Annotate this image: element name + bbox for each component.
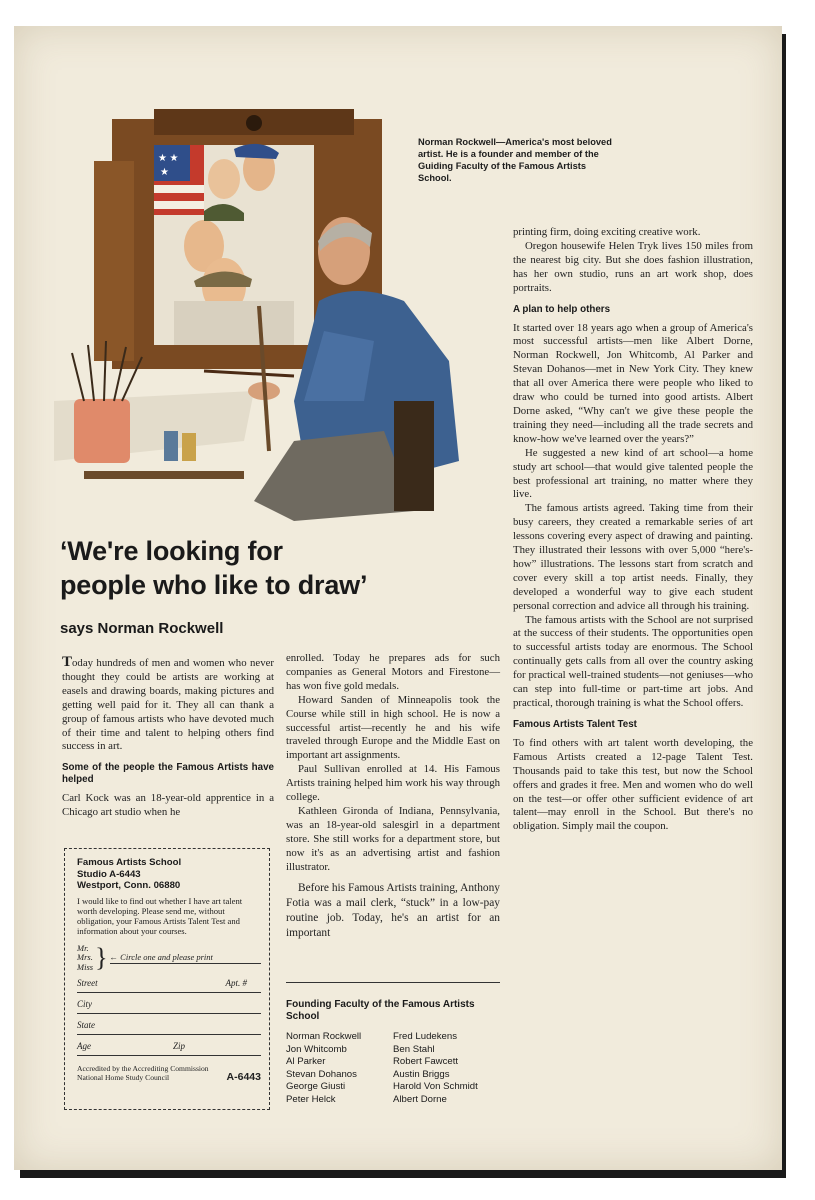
accreditation-text: Accredited by the Accrediting Commission National Home Study Council <box>77 1064 209 1082</box>
faculty-name: Norman Rockwell <box>286 1031 362 1042</box>
headline-line-1: ‘We're looking for <box>60 536 283 566</box>
paragraph-plan-origin: It started over 18 years ago when a group of America's most successful artists—men like Albert Dorne, Norman Rockwell, Jon Whitcomb, Al Parker and Stevan Dohanos—met in New York City. They knew that all over America there were people who liked to draw who could be turned into good artists. Albert Dorne asked, “Why can't we give these people the training they need—including all the trade secrets and know-how we've learned over the years?” <box>513 321 753 445</box>
faculty-name: Albert Dorne <box>393 1093 447 1105</box>
coupon-address <box>77 857 261 892</box>
coupon-studio: Studio A-6443 <box>77 868 141 880</box>
paragraph-howard-sanden: Howard Sanden of Minneapolis took the Course while still in high school. He is now a successful artist—recently he and his wife traveled through Europe and the Middle East on important art assignments. <box>286 693 500 762</box>
coupon-request-text: I would like to find out whether I have art talent worth developing. Please send me, without obligation, your Famous Artists Talent Test and information about your courses. <box>77 895 243 936</box>
paragraph-lessons: The famous artists agreed. Taking time from their busy careers, they created a remarkable series of art lessons covering every aspect of drawing and painting. They illustrated their lessons with over 5,000 “here's-how” illustrations. The lessons start from scratch and cover every skill a top artist needs. Finally, they developed a wonderful way to give each student personal correction and advice all through his training. <box>513 502 753 612</box>
apt-label: Apt. # <box>225 978 247 988</box>
faculty-heading: Founding Faculty of the Famous Artists School <box>286 999 475 1022</box>
faculty-name: Robert Fawcett <box>393 1056 459 1068</box>
illustration-caption: Norman Rockwell—America's most beloved artist. He is a founder and member of the Guiding Faculty of the Famous Artists School. <box>418 137 612 183</box>
section-heading-talent-test: Famous Artists Talent Test <box>513 718 637 730</box>
headline-line-2: people who like to draw’ <box>60 570 368 600</box>
faculty-name: Jon Whitcomb <box>286 1043 347 1055</box>
age-label: Age <box>77 1041 91 1051</box>
coupon-street-field[interactable] <box>77 978 261 993</box>
paragraph-helen-tryk: Oregon housewife Helen Tryk lives 150 miles from the nearest big city. But she does fashion illustration, has her own studio, runs an art work shop, does portraits. <box>513 239 753 294</box>
comic-back-cover-page <box>14 26 782 1170</box>
paragraph-kathleen-gironda: Kathleen Gironda of Indiana, Pennsylvania, was an 18-year-old salesgirl in a department store. She still works for a department store, but now it's as an advertising artist and fashion illustrator. <box>286 804 500 873</box>
state-label: State <box>77 1020 95 1030</box>
coupon-name-line[interactable]: ← Circle one and please print <box>110 952 261 964</box>
title-mr: Mr. <box>77 942 89 953</box>
brace-glyph: } <box>95 942 108 972</box>
section-heading-plan: A plan to help others <box>513 303 611 315</box>
title-mrs: Mrs. <box>77 952 93 962</box>
faculty-name: Al Parker <box>286 1056 326 1068</box>
coupon-code: A-6443 <box>226 1071 261 1083</box>
text-column-1 <box>62 656 274 820</box>
svg-text:★: ★ <box>160 167 169 178</box>
coupon-accreditation <box>77 1064 261 1082</box>
faculty-name: Stevan Dohanos <box>286 1068 357 1080</box>
faculty-name: George Giusti <box>286 1081 346 1093</box>
section-heading-helped: Some of the people the Famous Artists have helped <box>62 762 274 786</box>
city-label: City <box>77 999 92 1009</box>
founding-faculty-box <box>286 982 500 1107</box>
faculty-name: Peter Helck <box>286 1093 336 1105</box>
paragraph-home-study: He suggested a new kind of art school—a home study art school—that would give talented people the best professional art training, no matter where they live. <box>513 446 753 501</box>
text-column-2 <box>286 652 500 941</box>
faculty-name: Fred Ludekens <box>393 1031 457 1042</box>
paragraph-talent-test: To find others with art talent worth developing, the Famous Artists created a 12-page Talent Test. Thousands paid to take this test, but now the School offers and grades it free. Men and women who do well on the test—or offer other sufficient evidence of art talent—may enroll in the School. But there's no obligation. Simply mail the coupon. <box>513 736 753 833</box>
faculty-column-left <box>286 1031 393 1107</box>
svg-text:★ ★: ★ ★ <box>158 153 179 164</box>
faculty-column-right <box>393 1031 500 1107</box>
zip-label: Zip <box>173 1041 186 1051</box>
page-headline <box>60 534 480 602</box>
coupon-title-options <box>77 944 93 973</box>
intro-dropcap: T <box>62 654 73 670</box>
coupon-state-field[interactable] <box>77 1020 261 1035</box>
paragraph-carl-kock: Carl Kock was an 18-year-old apprentice in a Chicago art studio when he <box>62 792 274 819</box>
coupon-age-zip-field[interactable] <box>77 1041 261 1056</box>
coupon-title-field[interactable] <box>77 944 261 973</box>
faculty-names <box>286 1031 500 1107</box>
paragraph-paul-sullivan: Paul Sullivan enrolled at 14. His Famous Artists training helped him work his way through college. <box>286 763 500 804</box>
paragraph-opportunities: The famous artists with the School are not surprised at the success of their students. The opportunities open to successful artists today are enormous. The School continually gets calls from all over the country asking for practical well-trained students—not geniuses—who can step into full-time or part-time art jobs. And practical, thorough training is what the School offers. <box>513 613 753 709</box>
paragraph-kock-continued: enrolled. Today he prepares ads for such companies as General Motors and Firestone—has won five gold medals. <box>286 652 500 692</box>
title-miss: Miss <box>77 961 94 972</box>
paragraph-printing-firm: printing firm, doing exciting creative work. <box>513 226 701 238</box>
street-label: Street <box>77 978 98 988</box>
faculty-name: Austin Briggs <box>393 1068 450 1080</box>
faculty-name: Ben Stahl <box>393 1043 435 1055</box>
mail-coupon[interactable] <box>64 848 270 1110</box>
coupon-city-line: Westport, Conn. 06880 <box>77 880 181 891</box>
faculty-name: Harold Von Schmidt <box>393 1081 478 1093</box>
text-column-3 <box>513 226 753 834</box>
coupon-city-field[interactable] <box>77 999 261 1014</box>
intro-text: oday hundreds of men and women who never thought they could be artists are working at easels and drawing boards, making pictures and getting well paid for it. They all can thank a group of famous artists who have devoted much of their time and talent to helping others find success in art. <box>62 657 274 753</box>
paragraph-anthony-fotia: Before his Famous Artists training, Anthony Fotia was a mail clerk, “stuck” in a low-pay routine job. Today, he's an artist for an important <box>286 881 500 939</box>
coupon-school-name: Famous Artists School <box>77 857 182 868</box>
intro-paragraph <box>62 656 274 754</box>
page-subhead: says Norman Rockwell <box>60 620 224 637</box>
